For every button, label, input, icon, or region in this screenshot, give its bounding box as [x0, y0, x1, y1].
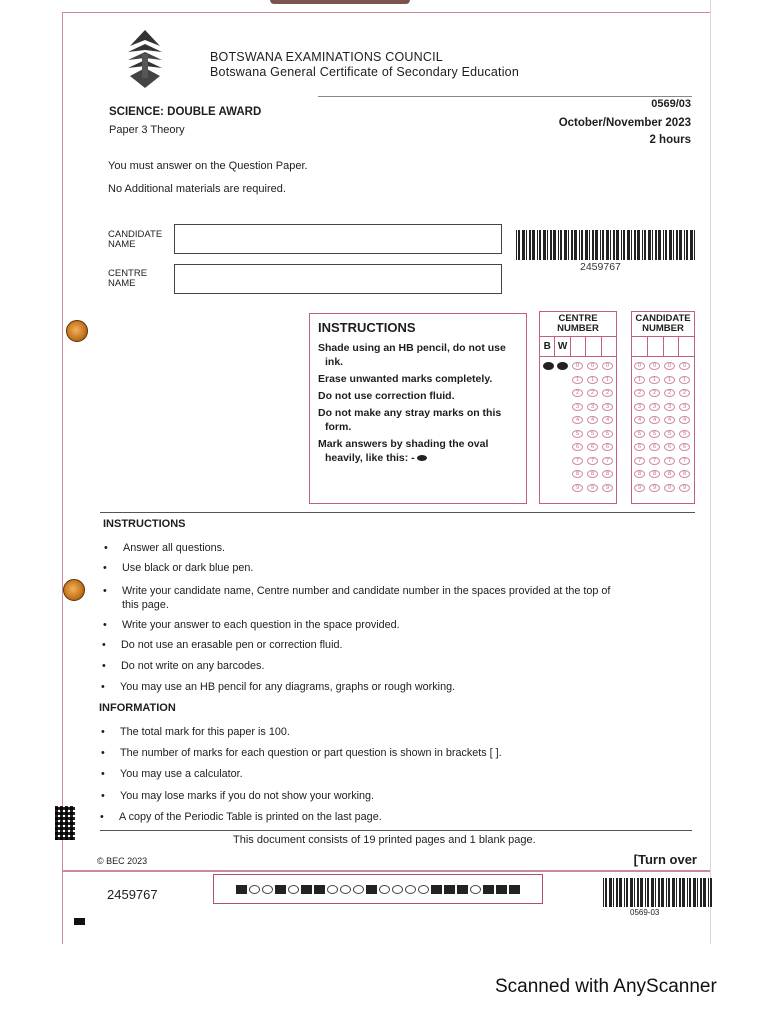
barcode-bar — [623, 230, 625, 260]
barcode-bar — [626, 878, 628, 907]
council-heading — [210, 50, 519, 80]
barcode-bar — [645, 878, 646, 907]
track-mark-filled — [496, 885, 507, 894]
answer-bubble[interactable]: 4 — [572, 416, 583, 424]
barcode-bar — [687, 878, 688, 907]
answer-bubble[interactable]: 5 — [679, 430, 690, 438]
candidate-entry-cell[interactable] — [632, 337, 648, 356]
answer-bubble[interactable]: 9 — [664, 484, 675, 492]
barcode-bar — [648, 230, 651, 260]
track-mark-empty — [340, 885, 351, 894]
answer-bubble[interactable]: 3 — [634, 403, 645, 411]
barcode-bar — [585, 230, 588, 260]
footer-rule — [100, 830, 692, 831]
answer-note: You must answer on the Question Paper. — [108, 160, 308, 172]
information-item: • The number of marks for each question or part question is shown in brackets [ ]. — [101, 747, 502, 759]
timing-track — [213, 874, 543, 904]
certificate-name: Botswana General Certificate of Secondary Education — [210, 65, 519, 79]
centre-letter-row — [540, 337, 616, 357]
instruction-item: • You may use an HB pencil for any diagrams, graphs or rough working. — [101, 681, 456, 693]
barcode-bar — [634, 230, 636, 260]
bubble-column — [557, 362, 568, 497]
answer-bubble[interactable]: 9 — [587, 484, 598, 492]
answer-bubble[interactable]: 7 — [664, 457, 675, 465]
barcode-bar — [673, 230, 674, 260]
instruction-item: • Use black or dark blue pen. — [103, 562, 254, 574]
answer-bubble[interactable]: 2 — [634, 389, 645, 397]
answer-bubble[interactable]: 7 — [602, 457, 613, 465]
barcode-bar — [579, 230, 580, 260]
track-mark-empty — [249, 885, 260, 894]
track-mark-empty — [379, 885, 390, 894]
answer-bubble[interactable]: 3 — [572, 403, 583, 411]
information-item: • A copy of the Periodic Table is printed on the last page. — [100, 811, 382, 823]
shading-instructions-box — [309, 313, 527, 504]
registration-mark — [74, 918, 85, 925]
bubble-column — [634, 362, 645, 497]
barcode-bar — [624, 878, 625, 907]
materials-note: No Additional materials are required. — [108, 183, 286, 195]
track-mark-filled — [314, 885, 325, 894]
answer-bubble[interactable]: 2 — [649, 389, 660, 397]
track-mark-empty — [418, 885, 429, 894]
barcode-bar — [550, 230, 552, 260]
barcode-bar — [642, 230, 643, 260]
barcode-bar — [637, 878, 639, 907]
barcode-bar — [616, 878, 618, 907]
paper-code: 0569/03 — [651, 98, 691, 110]
barcode-bar — [553, 230, 556, 260]
centre-letter-cell[interactable] — [602, 337, 616, 356]
answer-bubble[interactable]: 5 — [602, 430, 613, 438]
barcode-bar — [627, 230, 630, 260]
answer-bubble[interactable]: 6 — [634, 443, 645, 451]
centre-number-heading: CENTRE NUMBER — [540, 312, 616, 337]
barcode-bar — [568, 230, 569, 260]
track-mark-filled — [509, 885, 520, 894]
track-mark-filled — [301, 885, 312, 894]
answer-bubble[interactable]: 9 — [679, 484, 690, 492]
centre-letter-cell[interactable] — [586, 337, 601, 356]
information-item: • You may use a calculator. — [101, 768, 243, 780]
barcode-bar — [644, 230, 646, 260]
candidate-entry-cell[interactable] — [664, 337, 680, 356]
track-mark-empty — [405, 885, 416, 894]
instruction-item: • Answer all questions. — [104, 542, 226, 554]
centre-name-label: CENTRE NAME — [108, 268, 148, 289]
bubble-column — [664, 362, 675, 497]
barcode-bar — [619, 878, 622, 907]
barcode-bar — [558, 230, 559, 260]
barcode-bar — [516, 230, 517, 260]
barcode-bar — [605, 878, 607, 907]
exam-session: October/November 2023 — [558, 117, 691, 129]
barcode-bar — [532, 230, 535, 260]
barcode-bar — [518, 230, 520, 260]
answer-bubble[interactable]: 3 — [664, 403, 675, 411]
barcode-bar — [690, 230, 693, 260]
barcode-bar — [697, 878, 698, 907]
bubble-column — [543, 362, 554, 497]
answer-bubble[interactable]: 9 — [572, 484, 583, 492]
answer-bubble[interactable]: 8 — [634, 470, 645, 478]
barcode-bar — [693, 878, 696, 907]
bubble-column — [572, 362, 583, 497]
shading-instructions-title: INSTRUCTIONS — [318, 320, 416, 335]
track-mark-filled — [444, 885, 455, 894]
barcode-bar — [539, 230, 541, 260]
track-mark-filled — [236, 885, 247, 894]
track-mark-empty — [353, 885, 364, 894]
answer-bubble[interactable]: 5 — [664, 430, 675, 438]
barcode-bar — [672, 878, 675, 907]
subject-title: SCIENCE: DOUBLE AWARD — [109, 106, 262, 118]
answer-bubble[interactable]: 2 — [602, 389, 613, 397]
instructions-heading: INSTRUCTIONS — [103, 518, 186, 530]
top-barcode-number: 2459767 — [580, 261, 621, 273]
answer-bubble[interactable]: 4 — [587, 416, 598, 424]
answer-bubble[interactable]: 0 — [679, 362, 690, 370]
answer-bubble[interactable]: 4 — [634, 416, 645, 424]
candidate-entry-cell[interactable] — [679, 337, 694, 356]
answer-bubble[interactable]: 1 — [587, 376, 598, 384]
bubble-column — [587, 362, 598, 497]
answer-bubble[interactable]: 2 — [679, 389, 690, 397]
answer-bubble[interactable]: 7 — [679, 457, 690, 465]
barcode-bar — [676, 878, 677, 907]
track-mark-filled — [366, 885, 377, 894]
answer-bubble[interactable]: 8 — [649, 470, 660, 478]
answer-bubble[interactable]: 0 — [664, 362, 675, 370]
barcode-bar — [682, 878, 685, 907]
answer-bubble[interactable]: 6 — [679, 443, 690, 451]
barcode-bar — [700, 878, 702, 907]
punch-hole — [66, 320, 88, 342]
answer-bubble[interactable]: 5 — [587, 430, 598, 438]
scanner-watermark: Scanned with AnyScanner — [495, 976, 717, 997]
barcode-bar — [609, 878, 612, 907]
answer-bubble[interactable]: 3 — [679, 403, 690, 411]
answer-bubble[interactable]: 3 — [649, 403, 660, 411]
barcode-bar — [547, 230, 548, 260]
bec-logo-icon — [122, 28, 168, 92]
barcode-bar — [613, 878, 614, 907]
barcode-bar — [543, 230, 546, 260]
barcode-bar — [666, 878, 667, 907]
qr-code — [55, 806, 75, 840]
barcode-bar — [621, 230, 622, 260]
barcode-bar — [589, 230, 590, 260]
answer-bubble[interactable]: 0 — [634, 362, 645, 370]
barcode-bar — [600, 230, 601, 260]
barcode-bar — [710, 878, 712, 907]
barcode-bar — [663, 230, 664, 260]
barcode-bar — [630, 878, 633, 907]
page-count-note: This document consists of 19 printed pages and 1 blank page. — [233, 834, 536, 846]
candidate-number: 2459767 — [107, 887, 158, 902]
instruction-item-continued: this page. — [122, 599, 169, 611]
instruction-item: • Do not write on any barcodes. — [102, 660, 265, 672]
answer-bubble[interactable]: 1 — [664, 376, 675, 384]
instruction-item: • Write your candidate name, Centre number and candidate number in the spaces provided at the top of — [103, 585, 611, 597]
answer-bubble[interactable]: 8 — [572, 470, 583, 478]
answer-bubble[interactable]: 8 — [664, 470, 675, 478]
top-barcode — [516, 230, 697, 260]
answer-bubble[interactable]: 4 — [679, 416, 690, 424]
barcode-bar — [655, 230, 657, 260]
turn-over: [Turn over — [633, 852, 697, 867]
track-mark-empty — [288, 885, 299, 894]
answer-bubble[interactable]: 7 — [634, 457, 645, 465]
answer-bubble[interactable]: 4 — [649, 416, 660, 424]
barcode-bar — [640, 878, 643, 907]
answer-bubble[interactable]: 6 — [664, 443, 675, 451]
answer-bubble[interactable]: 0 — [572, 362, 583, 370]
barcode-bar — [595, 230, 598, 260]
barcode-bar — [708, 878, 709, 907]
centre-letter-cell[interactable]: W — [555, 337, 570, 356]
shading-instruction: Do not make any stray marks on this form. — [318, 407, 502, 433]
information-heading: INFORMATION — [99, 702, 176, 714]
section-rule — [100, 512, 695, 513]
answer-bubble[interactable]: 0 — [602, 362, 613, 370]
answer-bubble[interactable]: 5 — [634, 430, 645, 438]
barcode-bar — [606, 230, 609, 260]
answer-bubble[interactable]: 1 — [634, 376, 645, 384]
bubble-column — [679, 362, 690, 497]
barcode-bar — [634, 878, 635, 907]
candidate-number-heading: CANDIDATE NUMBER — [632, 312, 694, 337]
barcode-bar — [560, 230, 562, 260]
barcode-bar — [631, 230, 632, 260]
answer-bubble[interactable]: 7 — [572, 457, 583, 465]
bottom-barcode-code: 0569-03 — [630, 908, 660, 917]
answer-bubble[interactable]: 7 — [587, 457, 598, 465]
answer-bubble[interactable]: 2 — [587, 389, 598, 397]
barcode-bar — [564, 230, 567, 260]
answer-bubble[interactable]: 0 — [649, 362, 660, 370]
answer-bubble[interactable]: 8 — [587, 470, 598, 478]
answer-bubble[interactable]: 0 — [587, 362, 598, 370]
answer-bubble[interactable]: 1 — [679, 376, 690, 384]
track-mark-empty — [392, 885, 403, 894]
answer-bubble[interactable]: 1 — [602, 376, 613, 384]
shading-instruction: Do not use correction fluid. — [318, 390, 455, 402]
barcode-bar — [637, 230, 640, 260]
shading-instruction: Shade using an HB pencil, do not use ink. — [318, 342, 506, 368]
answer-bubble[interactable]: 1 — [572, 376, 583, 384]
track-mark-empty — [327, 885, 338, 894]
barcode-bar — [658, 230, 661, 260]
barcode-bar — [684, 230, 685, 260]
shading-instruction: Erase unwanted marks completely. — [318, 373, 493, 385]
barcode-bar — [610, 230, 611, 260]
answer-bubble[interactable]: 7 — [649, 457, 660, 465]
barcode-bar — [703, 878, 706, 907]
barcode-bar — [668, 878, 670, 907]
answer-bubble[interactable]: 2 — [572, 389, 583, 397]
top-smudge — [270, 0, 410, 4]
answer-bubble[interactable]: 5 — [649, 430, 660, 438]
barcode-bar — [571, 230, 573, 260]
barcode-bar — [694, 230, 695, 260]
punch-hole — [63, 579, 85, 601]
bottom-barcode — [603, 878, 714, 907]
answer-bubble[interactable]: 2 — [664, 389, 675, 397]
answer-bubble[interactable]: 9 — [649, 484, 660, 492]
answer-bubble[interactable]: 8 — [679, 470, 690, 478]
centre-name-field[interactable] — [174, 264, 502, 294]
bottom-rule — [62, 870, 710, 872]
track-mark-empty — [470, 885, 481, 894]
barcode-bar — [652, 230, 653, 260]
answer-bubble[interactable]: 9 — [602, 484, 613, 492]
copyright: © BEC 2023 — [97, 856, 148, 866]
barcode-bar — [669, 230, 672, 260]
barcode-bar — [603, 878, 604, 907]
answer-bubble[interactable]: 3 — [602, 403, 613, 411]
candidate-name-field[interactable] — [174, 224, 502, 254]
barcode-bar — [592, 230, 594, 260]
answer-bubble[interactable]: 5 — [572, 430, 583, 438]
instruction-item: • Write your answer to each question in the space provided. — [103, 619, 400, 631]
answer-bubble[interactable]: 3 — [587, 403, 598, 411]
filled-oval-icon — [417, 455, 427, 461]
answer-bubble[interactable]: 6 — [572, 443, 583, 451]
barcode-bar — [679, 878, 681, 907]
answer-bubble[interactable]: 4 — [602, 416, 613, 424]
information-item: • The total mark for this paper is 100. — [101, 726, 290, 738]
page-edge — [710, 0, 711, 944]
header-rule — [318, 96, 692, 97]
paper-title: Paper 3 Theory — [109, 124, 185, 136]
track-mark-empty — [262, 885, 273, 894]
answer-bubble[interactable]: 9 — [634, 484, 645, 492]
exam-duration: 2 hours — [649, 134, 691, 146]
barcode-bar — [602, 230, 604, 260]
barcode-bar — [529, 230, 531, 260]
answer-bubble[interactable]: 4 — [664, 416, 675, 424]
candidate-name-label: CANDIDATE NAME — [108, 229, 163, 250]
track-mark-filled — [457, 885, 468, 894]
barcode-bar — [686, 230, 688, 260]
answer-bubble[interactable]: 6 — [602, 443, 613, 451]
barcode-bar — [616, 230, 619, 260]
barcode-bar — [689, 878, 691, 907]
information-item: • You may lose marks if you do not show your working. — [101, 790, 375, 802]
barcode-bar — [658, 878, 660, 907]
answer-bubble[interactable]: 8 — [602, 470, 613, 478]
candidate-entry-row — [632, 337, 694, 357]
barcode-bar — [613, 230, 615, 260]
track-mark-filled — [431, 885, 442, 894]
barcode-bar — [679, 230, 682, 260]
answer-bubble[interactable]: 6 — [649, 443, 660, 451]
barcode-bar — [537, 230, 538, 260]
barcode-bar — [647, 878, 649, 907]
centre-letter-cell[interactable] — [571, 337, 586, 356]
answer-bubble-filled[interactable] — [543, 362, 554, 370]
track-mark-filled — [483, 885, 494, 894]
bubble-column — [649, 362, 660, 497]
barcode-bar — [661, 878, 664, 907]
barcode-bar — [665, 230, 667, 260]
bubble-column — [602, 362, 613, 497]
answer-bubble-filled[interactable] — [557, 362, 568, 370]
centre-letter-cell[interactable]: B — [540, 337, 555, 356]
track-mark-filled — [275, 885, 286, 894]
council-name: BOTSWANA EXAMINATIONS COUNCIL — [210, 50, 443, 64]
barcode-bar — [522, 230, 525, 260]
barcode-bar — [526, 230, 527, 260]
barcode-bar — [574, 230, 577, 260]
candidate-entry-cell[interactable] — [648, 337, 664, 356]
barcode-bar — [651, 878, 654, 907]
answer-bubble[interactable]: 1 — [649, 376, 660, 384]
answer-bubble[interactable]: 6 — [587, 443, 598, 451]
instruction-item: • Do not use an erasable pen or correction fluid. — [102, 639, 343, 651]
barcode-bar — [655, 878, 656, 907]
barcode-bar — [676, 230, 678, 260]
shading-instruction: Mark answers by shading the oval heavily, like this: - — [318, 438, 489, 464]
barcode-bar — [581, 230, 583, 260]
